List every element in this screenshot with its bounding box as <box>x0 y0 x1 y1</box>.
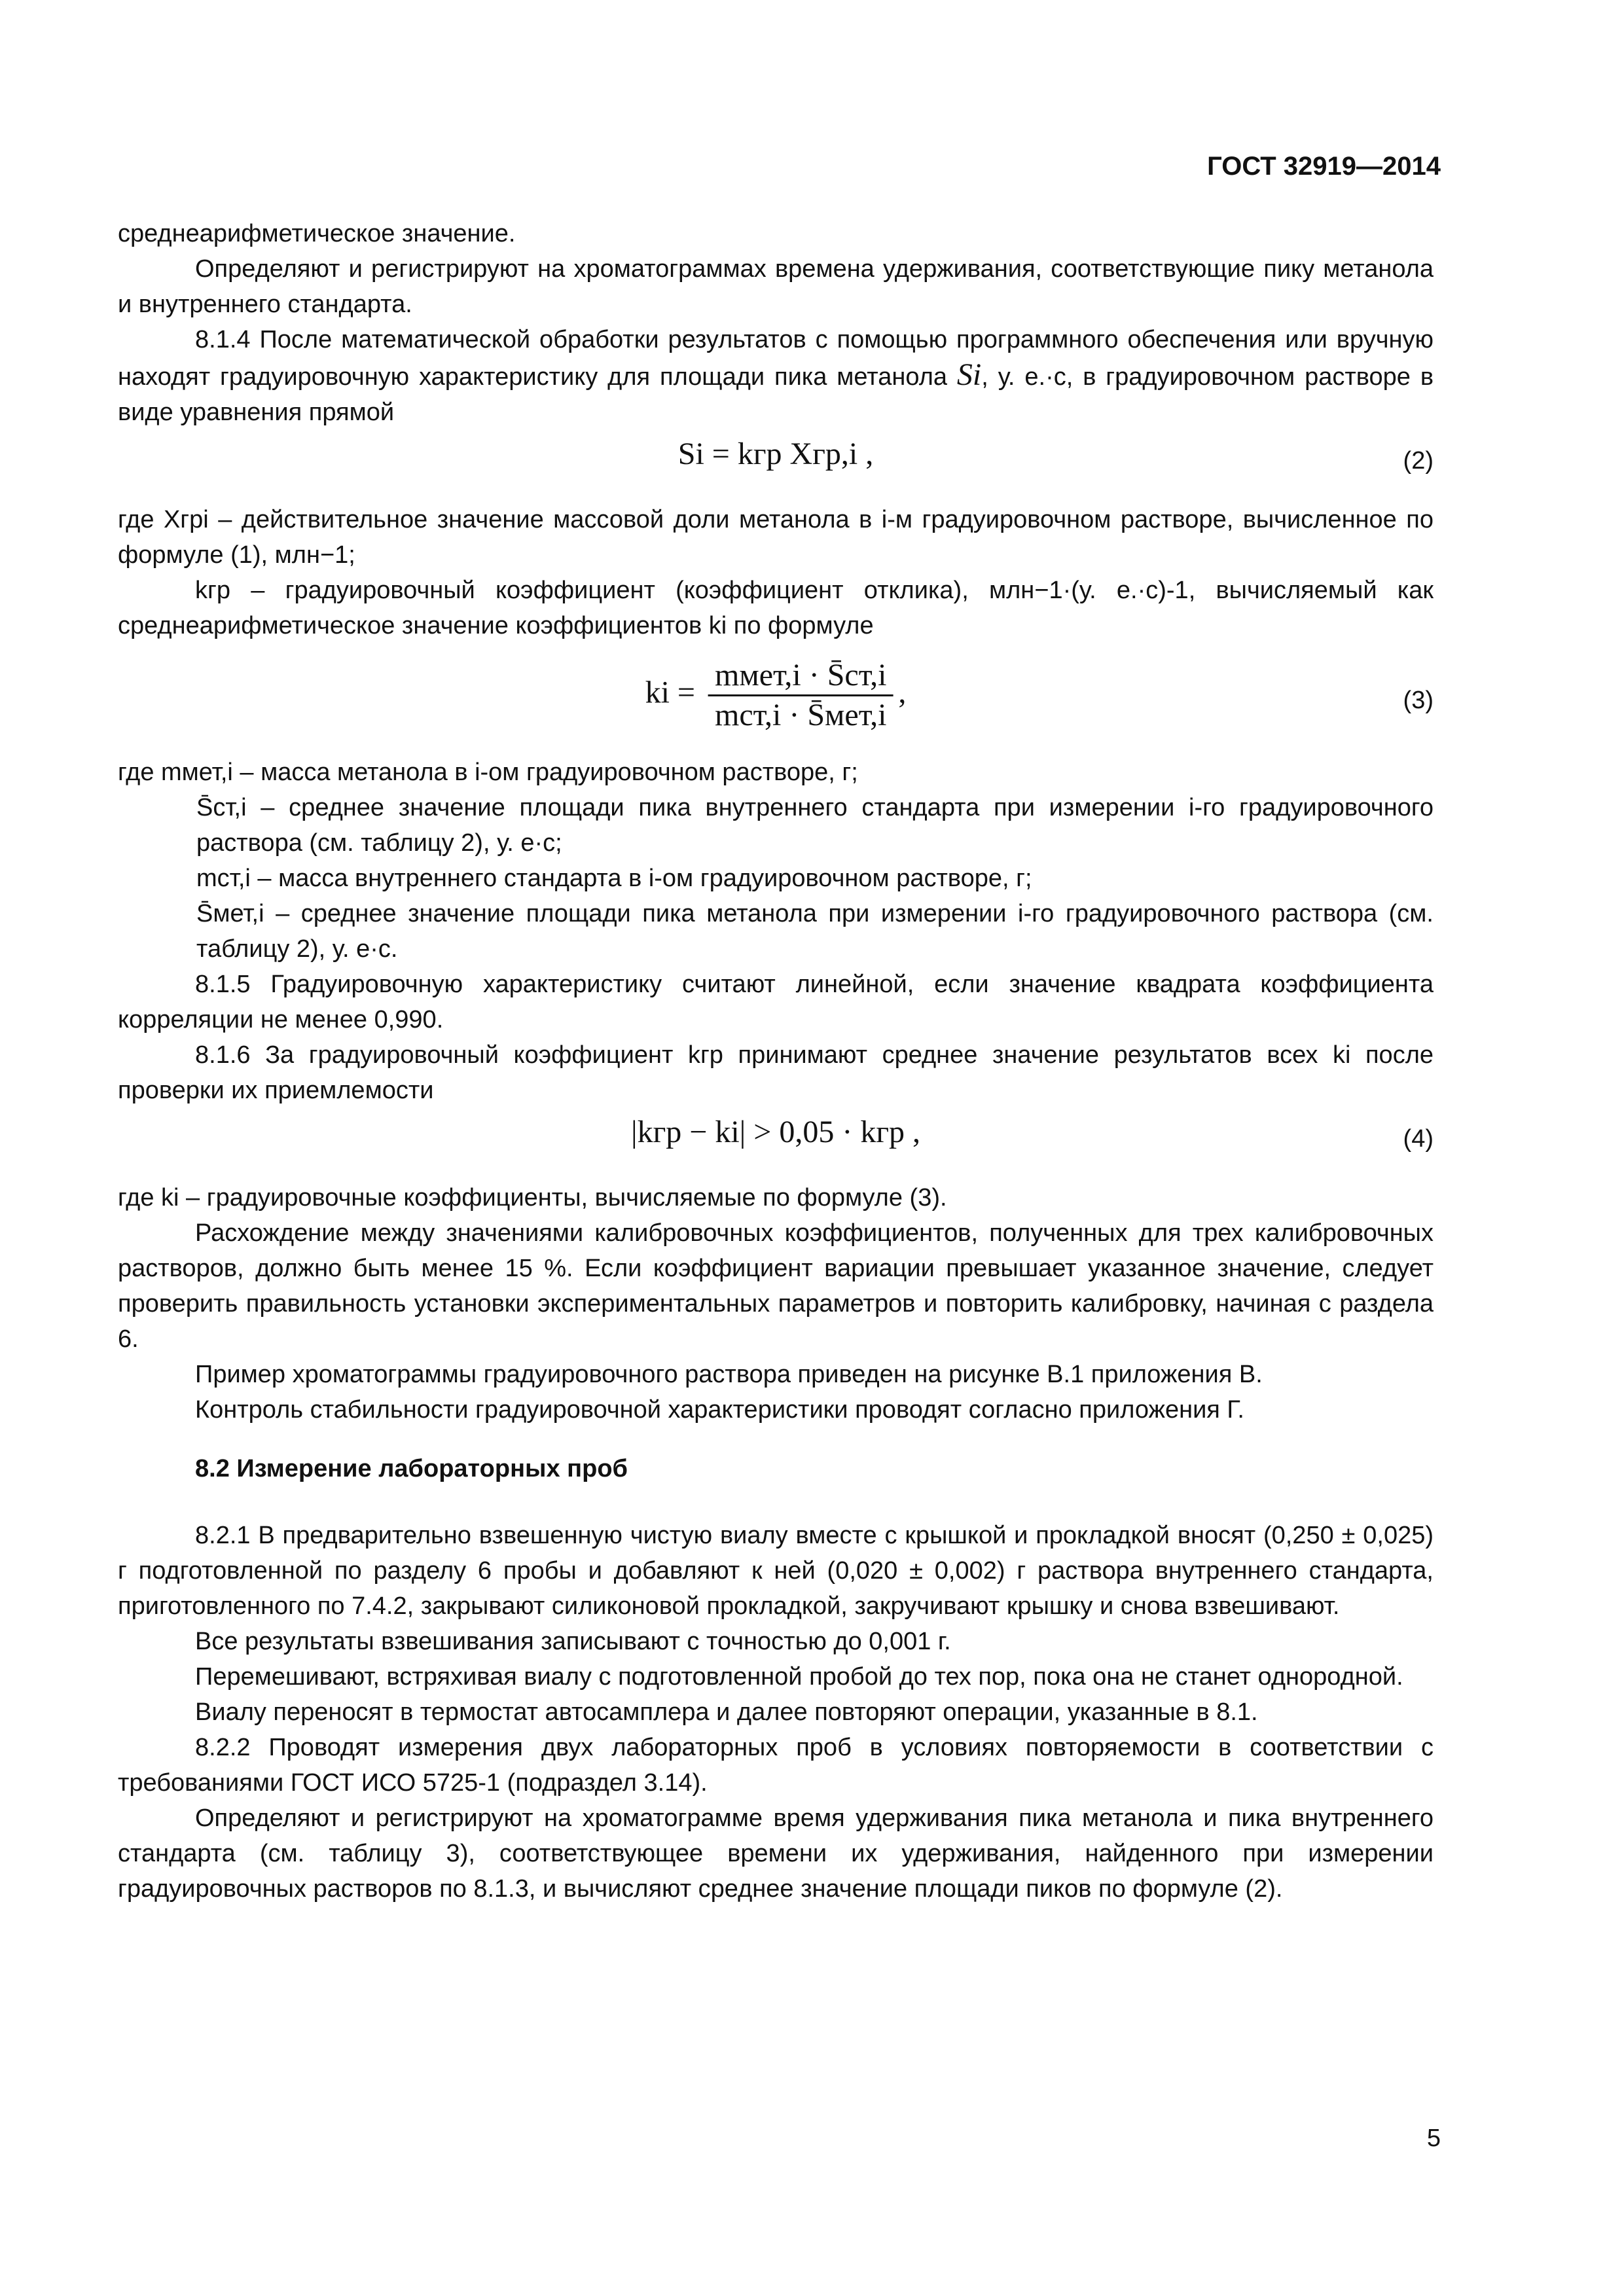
paragraph-part: 8.1.4 После математической обработки результатов с помощью программного обеспечения или вручную находят градуировочную характеристику для площади пика метанола <box>118 326 1434 391</box>
where-line: mст,i – масса внутреннего стандарта в i-ом градуировочном растворе, г; <box>196 865 1032 892</box>
fraction-denominator: mст,i · S̄мет,i <box>715 698 887 732</box>
paragraph: Определяют и регистрируют на хроматограммах времена удерживания, соответствующие пику метанола и внутреннего стандарта. <box>118 255 1434 318</box>
formula-number: (3) <box>1403 687 1434 714</box>
body-text <box>118 216 1434 1907</box>
formula-expression: ki = $\frac{\text{mмет,i · S̄ст,i}}{\text{mст,i · S̄мет,i}}$ , <box>645 656 907 734</box>
paragraph: Контроль стабильности градуировочной характеристики проводят согласно приложения Г. <box>195 1396 1244 1424</box>
paragraph: среднеарифметическое значение. <box>118 220 516 247</box>
formula-number: (4) <box>1403 1125 1434 1153</box>
paragraph: 8.1.5 Градуировочную характеристику считают линейной, если значение квадрата коэффициента корреляции не менее 0,990. <box>118 971 1434 1033</box>
formula-lhs: ki = <box>645 675 695 710</box>
where-line: S̄ст,i – среднее значение площади пика внутреннего стандарта при измерении i-го градуировочного раствора (см. таблицу 2), у. е·с; <box>196 794 1434 857</box>
paragraph: 8.1.6 За градуировочный коэффициент kгр принимают среднее значение результатов всех ki после проверки их приемлемости <box>118 1041 1434 1104</box>
formula-expression: |kгр − ki| > 0,05 · kгр , <box>630 1115 921 1149</box>
formula-number: (2) <box>1403 447 1434 475</box>
formula-2 <box>118 430 1434 489</box>
standard-header: ГОСТ 32919—2014 <box>1207 152 1441 181</box>
paragraph: Виалу переносят в термостат автосамплера и далее повторяют операции, указанные в 8.1. <box>195 1698 1258 1726</box>
inline-formula-symbol: Si <box>956 357 982 392</box>
paragraph: Расхождение между значениями калибровочных коэффициентов, полученных для трех калибровочных растворов, должно быть менее 15 %. Если коэффициент вариации превышает указанное значение, следует проверить правильность установки экспериментальных параметров и повторить калибровку, начиная с раздела 6. <box>118 1219 1434 1353</box>
where-line: S̄мет,i – среднее значение площади пика метанола при измерении i-го градуировочного раствора (см. таблицу 2), у. е·с. <box>196 900 1434 963</box>
paragraph: Пример хроматограммы градуировочного раствора приведен на рисунке В.1 приложения В. <box>195 1361 1263 1388</box>
paragraph: Определяют и регистрируют на хроматограмме время удерживания пика метанола и пика внутреннего стандарта (см. таблицу 3), соответствующее времени их удерживания, найденного при измерении градуировочных растворов по 8.1.3, и вычисляют среднее значение площади пиков по формуле (2). <box>118 1804 1434 1903</box>
paragraph-part: , у. е.·с, в градуировочном растворе в виде уравнения прямой <box>118 363 1434 426</box>
paragraph: Перемешивают, встряхивая виалу с подготовленной пробой до тех пор, пока она не станет однородной. <box>195 1663 1403 1691</box>
paragraph: где ki – градуировочные коэффициенты, вычисляемые по формуле (3). <box>118 1184 947 1211</box>
paragraph <box>118 322 1434 430</box>
paragraph: 8.2.2 Проводят измерения двух лабораторных проб в условиях повторяемости в соответствии с требованиями ГОСТ ИСО 5725-1 (подраздел 3.14). <box>118 1734 1434 1797</box>
fraction <box>708 656 893 734</box>
paragraph: Все результаты взвешивания записывают с точностью до 0,001 г. <box>195 1628 951 1655</box>
formula-expression: Si = kгр Xгр,i , <box>677 437 874 471</box>
section-heading: 8.2 Измерение лабораторных проб <box>195 1455 628 1482</box>
paragraph: kгр – градуировочный коэффициент (коэффициент отклика), млн−1·(у. е.·с)-1, вычисляемый как среднеарифметическое значение коэффициентов ki по формуле <box>118 577 1434 639</box>
paragraph: где Xгрi – действительное значение массовой доли метанола в i-м градуировочном растворе, вычисленное по формуле (1), млн−1; <box>118 506 1434 569</box>
paragraph: 8.2.1 В предварительно взвешенную чистую виалу вместе с крышкой и прокладкой вносят (0,250 ± 0,025) г подготовленной по разделу 6 пробы и добавляют к ней (0,020 ± 0,002) г раствора внутреннего стандарта, приготовленного по 7.4.2, закрывают силиконовой прокладкой, закручивают крышку и снова взвешивают. <box>118 1522 1434 1620</box>
formula-3 <box>118 643 1434 755</box>
where-line: где mмет,i – масса метанола в i-ом градуировочном растворе, г; <box>118 759 858 786</box>
page-number: 5 <box>1426 2125 1441 2152</box>
fraction-numerator: mмет,i · S̄ст,i <box>708 656 893 696</box>
formula-4 <box>118 1108 1434 1167</box>
